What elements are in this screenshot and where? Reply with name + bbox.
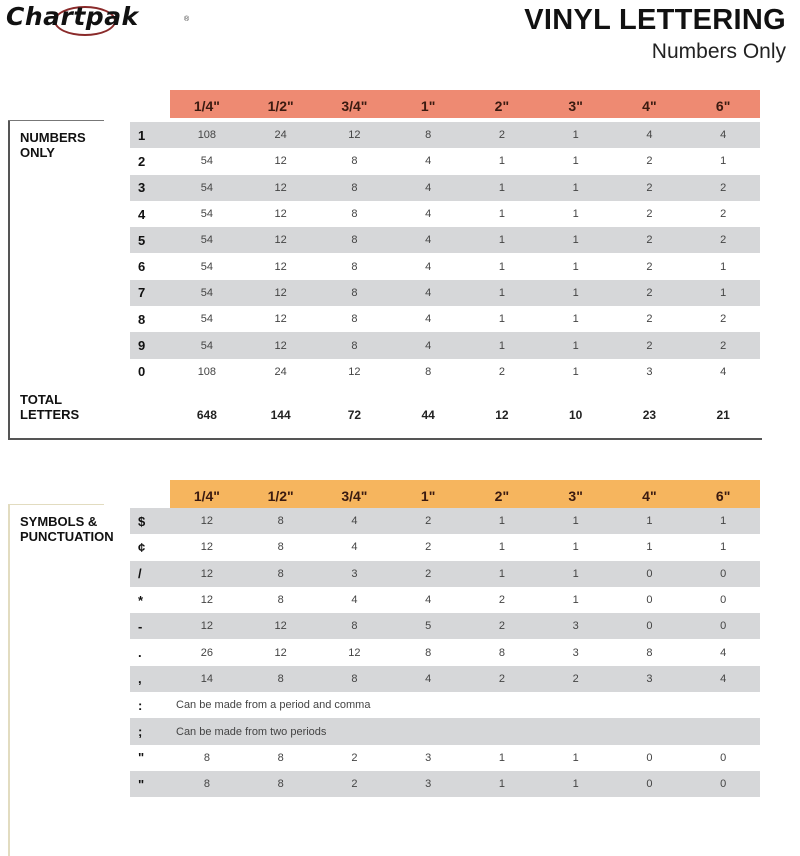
quantity-cell: 12 <box>348 365 361 378</box>
quantity-cell: 2 <box>646 208 653 221</box>
quantity-cell: 8 <box>425 129 432 142</box>
quantity-cell: 2 <box>498 620 505 633</box>
quantity-cell: 2 <box>498 594 505 607</box>
table-row <box>130 613 760 639</box>
quantity-cell: 8 <box>277 672 284 685</box>
size-header-cell: 4" <box>642 98 657 114</box>
row-cells <box>170 366 760 378</box>
quantity-cell: 8 <box>351 620 358 633</box>
quantity-cell: 4 <box>425 260 432 273</box>
quantity-cell: 8 <box>498 646 505 659</box>
quantity-cell: 2 <box>720 339 727 352</box>
row-cells <box>170 261 760 273</box>
total-cell: 648 <box>196 408 217 422</box>
quantity-cell: 0 <box>646 778 653 791</box>
quantity-cell: 8 <box>277 567 284 580</box>
quantity-cell: 12 <box>274 155 287 168</box>
quantity-cell: 8 <box>351 313 358 326</box>
quantity-cell: 4 <box>425 594 432 607</box>
quantity-cell: 8 <box>351 234 358 247</box>
quantity-cell: 4 <box>646 129 653 142</box>
quantity-cell: 1 <box>498 778 505 791</box>
quantity-cell: 0 <box>646 594 653 607</box>
quantity-cell: 54 <box>200 181 213 194</box>
row-symbol: ¢ <box>138 539 146 555</box>
quantity-cell: 4 <box>351 515 358 528</box>
numbers-rows <box>130 122 760 385</box>
total-cell: 72 <box>347 408 362 422</box>
quantity-cell: 108 <box>197 129 217 142</box>
quantity-cell: 8 <box>203 778 210 791</box>
row-cells <box>170 673 760 685</box>
quantity-cell: 12 <box>274 260 287 273</box>
quantity-cell: 1 <box>498 155 505 168</box>
quantity-cell: 54 <box>200 313 213 326</box>
quantity-cell: 2 <box>425 541 432 554</box>
table-row <box>130 745 760 771</box>
quantity-cell: 8 <box>277 541 284 554</box>
quantity-cell: 4 <box>351 541 358 554</box>
row-cells <box>170 129 760 141</box>
table-row <box>130 508 760 534</box>
table-row <box>130 148 760 174</box>
quantity-cell: 0 <box>646 567 653 580</box>
size-header-cell: 4" <box>642 488 657 504</box>
quantity-cell: 12 <box>348 646 361 659</box>
size-header-cell: 1/2" <box>267 98 294 114</box>
quantity-cell: 1 <box>572 234 579 247</box>
row-symbol: 0 <box>138 364 146 380</box>
quantity-cell: 1 <box>498 515 505 528</box>
quantity-cell: 2 <box>720 313 727 326</box>
quantity-cell: 54 <box>200 286 213 299</box>
table-row <box>130 587 760 613</box>
quantity-cell: 3 <box>351 567 358 580</box>
quantity-cell: 1 <box>572 594 579 607</box>
quantity-cell: 4 <box>425 672 432 685</box>
quantity-cell: 8 <box>351 672 358 685</box>
quantity-cell: 12 <box>200 620 213 633</box>
size-header-cell: 6" <box>715 488 731 504</box>
table-row <box>130 332 760 358</box>
size-header-cell: 3" <box>568 488 583 504</box>
table-row <box>130 534 760 560</box>
quantity-cell: 1 <box>572 313 579 326</box>
quantity-cell: 1 <box>498 339 505 352</box>
size-header-cell: 1/2" <box>267 488 294 504</box>
quantity-cell: 2 <box>425 567 432 580</box>
quantity-cell: 8 <box>425 646 432 659</box>
quantity-cell: 108 <box>197 365 217 378</box>
table-row <box>130 666 760 692</box>
quantity-cell: 12 <box>274 646 287 659</box>
quantity-cell: 0 <box>646 620 653 633</box>
quantity-cell: 1 <box>572 181 579 194</box>
quantity-cell: 12 <box>200 515 213 528</box>
quantity-cell: 1 <box>720 155 727 168</box>
quantity-cell: 2 <box>498 672 505 685</box>
row-symbol: 3 <box>138 180 146 196</box>
quantity-cell: 3 <box>572 646 579 659</box>
numbers-frame-top-rule <box>8 120 104 121</box>
quantity-cell: 0 <box>720 594 727 607</box>
quantity-cell: 8 <box>277 778 284 791</box>
row-cells <box>170 541 760 553</box>
quantity-cell: 2 <box>646 286 653 299</box>
quantity-cell: 1 <box>498 567 505 580</box>
symbols-size-header <box>170 480 760 508</box>
row-cells <box>170 208 760 220</box>
row-symbol: ; <box>138 724 143 740</box>
row-cells <box>170 234 760 246</box>
quantity-cell: 12 <box>274 339 287 352</box>
quantity-cell: 2 <box>646 339 653 352</box>
row-symbol: 4 <box>138 206 146 222</box>
row-symbol: , <box>138 671 142 687</box>
quantity-cell: 1 <box>572 286 579 299</box>
row-cells <box>170 515 760 527</box>
quantity-cell: 1 <box>572 155 579 168</box>
quantity-cell: 2 <box>646 260 653 273</box>
row-symbol: 6 <box>138 259 146 275</box>
quantity-cell: 8 <box>425 365 432 378</box>
quantity-cell: 2 <box>572 672 579 685</box>
quantity-cell: 1 <box>646 515 653 528</box>
quantity-cell: 54 <box>200 234 213 247</box>
quantity-cell: 8 <box>277 515 284 528</box>
quantity-cell: 2 <box>498 365 505 378</box>
quantity-cell: 24 <box>274 365 287 378</box>
row-symbol: : <box>138 697 143 713</box>
quantity-cell: 1 <box>498 751 505 764</box>
size-header-cell: 1" <box>420 98 436 114</box>
row-symbol: 9 <box>138 338 146 354</box>
row-cells <box>170 340 760 352</box>
quantity-cell: 1 <box>572 751 579 764</box>
quantity-cell: 0 <box>720 567 727 580</box>
quantity-cell: 4 <box>720 646 727 659</box>
quantity-cell: 8 <box>351 260 358 273</box>
quantity-cell: 12 <box>200 541 213 554</box>
row-cells <box>170 594 760 606</box>
quantity-cell: 8 <box>351 155 358 168</box>
quantity-cell: 3 <box>425 751 432 764</box>
quantity-cell: 4 <box>425 155 432 168</box>
table-row <box>130 253 760 279</box>
quantity-cell: 2 <box>646 155 653 168</box>
size-header-cell: 6" <box>715 98 731 114</box>
quantity-cell: 8 <box>351 181 358 194</box>
quantity-cell: 1 <box>572 365 579 378</box>
table-row <box>130 280 760 306</box>
symbols-rows <box>130 508 760 797</box>
registered-mark: ® <box>184 16 190 23</box>
size-header-cell: 1/4" <box>193 488 220 504</box>
quantity-cell: 4 <box>720 672 727 685</box>
quantity-cell: 2 <box>720 181 727 194</box>
table-row <box>130 692 760 718</box>
table-row <box>130 561 760 587</box>
row-symbol: 1 <box>138 127 146 143</box>
numbers-size-header <box>170 90 760 118</box>
row-cells <box>170 155 760 167</box>
quantity-cell: 12 <box>274 313 287 326</box>
size-header-cell: 3/4" <box>341 488 368 504</box>
row-cells <box>170 778 760 790</box>
quantity-cell: 3 <box>646 365 653 378</box>
row-symbol: - <box>138 618 143 634</box>
row-symbol: . <box>138 645 142 661</box>
size-header-cell: 2" <box>494 98 510 114</box>
quantity-cell: 8 <box>277 594 284 607</box>
table-row <box>130 718 760 744</box>
quantity-cell: 4 <box>425 286 432 299</box>
quantity-cell: 5 <box>425 620 432 633</box>
table-row <box>130 771 760 797</box>
table-row <box>130 639 760 665</box>
page-subtitle: Numbers Only <box>651 40 786 63</box>
numbers-section-label: NUMBERS ONLY <box>20 130 86 160</box>
row-symbol: 7 <box>138 285 146 301</box>
total-cell: 12 <box>495 408 509 422</box>
quantity-cell: 2 <box>720 208 727 221</box>
quantity-cell: 4 <box>425 313 432 326</box>
quantity-cell: 1 <box>498 208 505 221</box>
numbers-table <box>0 90 800 440</box>
total-cell: 23 <box>642 408 657 422</box>
row-cells <box>170 568 760 580</box>
quantity-cell: 8 <box>203 751 210 764</box>
row-symbol: 5 <box>138 232 146 248</box>
table-row <box>130 175 760 201</box>
quantity-cell: 8 <box>277 751 284 764</box>
quantity-cell: 8 <box>646 646 653 659</box>
quantity-cell: 1 <box>498 313 505 326</box>
page-title: VINYL LETTERING <box>524 4 786 36</box>
row-symbol: * <box>138 592 144 608</box>
quantity-cell: 1 <box>572 129 579 142</box>
quantity-cell: 3 <box>572 620 579 633</box>
quantity-cell: 4 <box>425 234 432 247</box>
quantity-cell: 1 <box>498 260 505 273</box>
row-note: Can be made from two periods <box>176 725 327 738</box>
quantity-cell: 1 <box>720 286 727 299</box>
table-row <box>130 359 760 385</box>
table-row <box>130 227 760 253</box>
quantity-cell: 1 <box>720 260 727 273</box>
row-symbol: " <box>138 776 145 792</box>
quantity-cell: 4 <box>425 339 432 352</box>
quantity-cell: 1 <box>498 541 505 554</box>
quantity-cell: 4 <box>351 594 358 607</box>
row-symbol: / <box>138 566 142 582</box>
quantity-cell: 12 <box>274 234 287 247</box>
size-header-cell: 1/4" <box>193 98 220 114</box>
quantity-cell: 1 <box>498 181 505 194</box>
quantity-cell: 1 <box>572 515 579 528</box>
quantity-cell: 8 <box>351 286 358 299</box>
quantity-cell: 0 <box>720 778 727 791</box>
quantity-cell: 14 <box>200 672 213 685</box>
table-row <box>130 122 760 148</box>
quantity-cell: 2 <box>498 129 505 142</box>
quantity-cell: 1 <box>646 541 653 554</box>
quantity-cell: 2 <box>351 778 358 791</box>
quantity-cell: 12 <box>274 208 287 221</box>
quantity-cell: 12 <box>274 181 287 194</box>
quantity-cell: 12 <box>274 286 287 299</box>
quantity-cell: 54 <box>200 339 213 352</box>
quantity-cell: 12 <box>274 620 287 633</box>
quantity-cell: 1 <box>498 286 505 299</box>
total-letters-label: TOTAL LETTERS <box>20 392 80 422</box>
quantity-cell: 26 <box>200 646 213 659</box>
quantity-cell: 2 <box>646 313 653 326</box>
quantity-cell: 4 <box>425 181 432 194</box>
quantity-cell: 1 <box>572 541 579 554</box>
row-symbol: $ <box>138 513 146 529</box>
total-cell: 44 <box>421 408 435 422</box>
quantity-cell: 1 <box>572 567 579 580</box>
quantity-cell: 1 <box>572 260 579 273</box>
size-header-cell: 1" <box>420 488 436 504</box>
quantity-cell: 1 <box>572 339 579 352</box>
table-row <box>130 201 760 227</box>
quantity-cell: 2 <box>720 234 727 247</box>
symbols-section-label: SYMBOLS & PUNCTUATION <box>20 514 114 544</box>
quantity-cell: 1 <box>572 778 579 791</box>
quantity-cell: 54 <box>200 260 213 273</box>
quantity-cell: 4 <box>425 208 432 221</box>
quantity-cell: 12 <box>348 129 361 142</box>
total-cell: 21 <box>716 408 730 422</box>
quantity-cell: 2 <box>425 515 432 528</box>
symbols-frame-top-rule <box>8 504 104 505</box>
quantity-cell: 0 <box>720 751 727 764</box>
quantity-cell: 1 <box>572 208 579 221</box>
row-cells <box>170 647 760 659</box>
quantity-cell: 12 <box>200 594 213 607</box>
total-cell: 144 <box>270 408 291 422</box>
size-header-cell: 2" <box>494 488 510 504</box>
size-header-cell: 3/4" <box>341 98 368 114</box>
quantity-cell: 8 <box>351 208 358 221</box>
row-symbol: 2 <box>138 153 146 169</box>
quantity-cell: 8 <box>351 339 358 352</box>
quantity-cell: 3 <box>646 672 653 685</box>
table-row <box>130 306 760 332</box>
row-cells <box>170 182 760 194</box>
quantity-cell: 0 <box>646 751 653 764</box>
symbols-table <box>0 480 800 856</box>
quantity-cell: 24 <box>274 129 287 142</box>
row-cells <box>170 313 760 325</box>
row-symbol: " <box>138 750 145 766</box>
quantity-cell: 4 <box>720 129 727 142</box>
row-symbol: 8 <box>138 311 146 327</box>
quantity-cell: 54 <box>200 155 213 168</box>
total-cell: 10 <box>568 408 583 422</box>
chartpak-logo <box>6 2 196 36</box>
symbols-table-frame <box>8 504 10 856</box>
quantity-cell: 1 <box>720 515 727 528</box>
totals-row <box>170 408 760 422</box>
quantity-cell: 2 <box>351 751 358 764</box>
logo-text: Chartpak <box>6 2 139 31</box>
row-cells <box>170 752 760 764</box>
quantity-cell: 2 <box>646 181 653 194</box>
quantity-cell: 1 <box>720 541 727 554</box>
quantity-cell: 0 <box>720 620 727 633</box>
quantity-cell: 54 <box>200 208 213 221</box>
row-cells <box>170 287 760 299</box>
quantity-cell: 1 <box>498 234 505 247</box>
quantity-cell: 4 <box>720 365 727 378</box>
row-cells <box>170 620 760 632</box>
quantity-cell: 12 <box>200 567 213 580</box>
quantity-cell: 2 <box>646 234 653 247</box>
size-header-cell: 3" <box>568 98 583 114</box>
row-note: Can be made from a period and comma <box>176 699 371 712</box>
quantity-cell: 3 <box>425 778 432 791</box>
